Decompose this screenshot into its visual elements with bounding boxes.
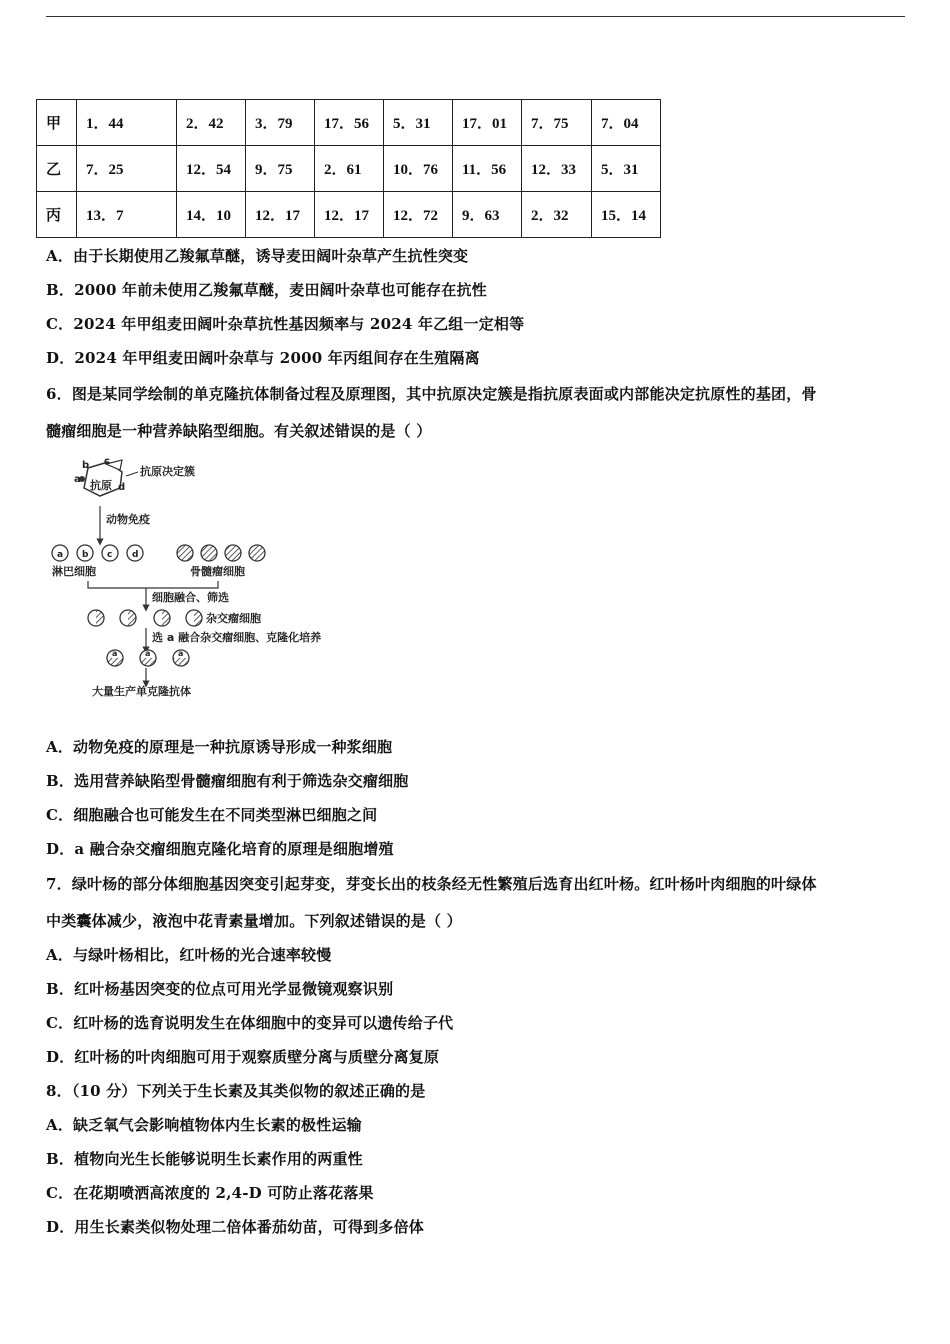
q6-stem-line2: 髓瘤细胞是一种营养缺陷型细胞。有关叙述错误的是（ ） xyxy=(46,422,432,440)
table-cell: 9．63 xyxy=(453,192,522,238)
final-label: 大量生产单克隆抗体 xyxy=(92,685,191,698)
q7-option-b: B．红叶杨基因突变的位点可用光学显微镜观察识别 xyxy=(46,980,394,998)
lymph-letter-c: c xyxy=(107,550,113,560)
site-letter-a: a xyxy=(74,474,81,485)
table-cell: 9．75 xyxy=(246,146,315,192)
table-cell: 12．72 xyxy=(384,192,453,238)
table-cell: 13．7 xyxy=(77,192,177,238)
lymph-label: 淋巴细胞 xyxy=(52,565,96,578)
q6-option-c: C．细胞融合也可能发生在不同类型淋巴细胞之间 xyxy=(46,806,378,824)
row-label: 乙 xyxy=(37,146,77,192)
table-cell: 7．25 xyxy=(77,146,177,192)
table-cell: 2．32 xyxy=(522,192,592,238)
q5-option-b: B．2000 年前未使用乙羧氟草醚，麦田阔叶杂草也可能存在抗性 xyxy=(46,281,487,299)
q8-option-c: C．在花期喷洒高浓度的 2,4-D 可防止落花落果 xyxy=(46,1184,374,1202)
merge-bracket xyxy=(88,581,218,588)
step-immunize-label: 动物免疫 xyxy=(106,513,150,526)
q5-option-d: D．2024 年甲组麦田阔叶杂草与 2000 年丙组间存在生殖隔离 xyxy=(46,349,480,367)
table-row xyxy=(37,192,661,238)
table-cell: 7．75 xyxy=(522,100,592,146)
clone-letter-a: a xyxy=(145,649,151,658)
table-row xyxy=(37,146,661,192)
clone-letter-a: a xyxy=(112,649,118,658)
row-label: 甲 xyxy=(37,100,77,146)
table-cell: 1．44 xyxy=(77,100,177,146)
site-letter-b: b xyxy=(82,460,90,471)
table-cell: 5．31 xyxy=(592,146,661,192)
q7-option-a: A．与绿叶杨相比，红叶杨的光合速率较慢 xyxy=(46,946,332,964)
myeloma-label: 骨髓瘤细胞 xyxy=(190,565,245,578)
q7-option-d: D．红叶杨的叶肉细胞可用于观察质壁分离与质壁分离复原 xyxy=(46,1048,440,1066)
q6-option-a: A．动物免疫的原理是一种抗原诱导形成一种浆细胞 xyxy=(46,738,393,756)
table-cell: 17．56 xyxy=(315,100,384,146)
hybridoma-cells xyxy=(88,610,202,626)
site-letter-d: d xyxy=(118,482,126,493)
hybridoma-label: 杂交瘤细胞 xyxy=(206,612,261,625)
antigen-label: 抗原 xyxy=(90,479,112,492)
q7-stem-line2: 中类囊体减少，液泡中花青素量增加。下列叙述错误的是（ ） xyxy=(46,912,462,930)
table-cell: 17．01 xyxy=(453,100,522,146)
table-cell: 2．42 xyxy=(177,100,246,146)
table-cell: 10．76 xyxy=(384,146,453,192)
lymph-letter-a: a xyxy=(57,550,64,560)
myeloma-cells xyxy=(177,545,265,561)
table-cell: 7．04 xyxy=(592,100,661,146)
lymph-letter-b: b xyxy=(82,550,89,560)
step-clone-label: 选 a 融合杂交瘤细胞、克隆化培养 xyxy=(152,631,322,644)
q5-option-a: A．由于长期使用乙羧氟草醚，诱导麦田阔叶杂草产生抗性突变 xyxy=(46,247,469,265)
table-cell: 15．14 xyxy=(592,192,661,238)
table-cell: 11．56 xyxy=(453,146,522,192)
monoclonal-antibody-diagram xyxy=(48,450,338,712)
table-cell: 12．17 xyxy=(315,192,384,238)
lymphocytes xyxy=(52,545,143,561)
lymph-letter-d: d xyxy=(132,550,139,560)
row-label: 丙 xyxy=(37,192,77,238)
step-fusion-label: 细胞融合、筛选 xyxy=(152,591,229,604)
table-row xyxy=(37,100,661,146)
q8-option-d: D．用生长素类似物处理二倍体番茄幼苗，可得到多倍体 xyxy=(46,1218,425,1236)
q7-stem-line1: 7．绿叶杨的部分体细胞基因突变引起芽变，芽变长出的枝条经无性繁殖后选育出红叶杨。红叶杨叶肉细胞的叶绿体 xyxy=(46,875,817,893)
table-cell: 3．79 xyxy=(246,100,315,146)
data-table xyxy=(36,99,661,238)
table-cell: 5．31 xyxy=(384,100,453,146)
q6-option-d: D．a 融合杂交瘤细胞克隆化培育的原理是细胞增殖 xyxy=(46,840,394,858)
q8-stem: 8．（10 分）下列关于生长素及其类似物的叙述正确的是 xyxy=(46,1082,426,1100)
table-cell: 12．54 xyxy=(177,146,246,192)
q8-option-b: B．植物向光生长能够说明生长素作用的两重性 xyxy=(46,1150,363,1168)
q8-option-a: A．缺乏氧气会影响植物体内生长素的极性运输 xyxy=(46,1116,362,1134)
table-cell: 14．10 xyxy=(177,192,246,238)
table-cell: 2．61 xyxy=(315,146,384,192)
table-cell: 12．33 xyxy=(522,146,592,192)
q6-stem-line1: 6．图是某同学绘制的单克隆抗体制备过程及原理图，其中抗原决定簇是指抗原表面或内部能决定抗原性的基团，骨 xyxy=(46,385,817,403)
q5-option-c: C．2024 年甲组麦田阔叶杂草抗性基因频率与 2024 年乙组一定相等 xyxy=(46,315,525,333)
determinant-label: 抗原决定簇 xyxy=(140,465,195,478)
q7-option-c: C．红叶杨的选育说明发生在体细胞中的变异可以遗传给子代 xyxy=(46,1014,454,1032)
determinant-pointer xyxy=(126,472,138,476)
header-rule xyxy=(46,16,905,17)
clone-letter-a: a xyxy=(178,649,184,658)
q6-option-b: B．选用营养缺陷型骨髓瘤细胞有利于筛选杂交瘤细胞 xyxy=(46,772,409,790)
table-cell: 12．17 xyxy=(246,192,315,238)
site-letter-c: c xyxy=(104,456,110,467)
